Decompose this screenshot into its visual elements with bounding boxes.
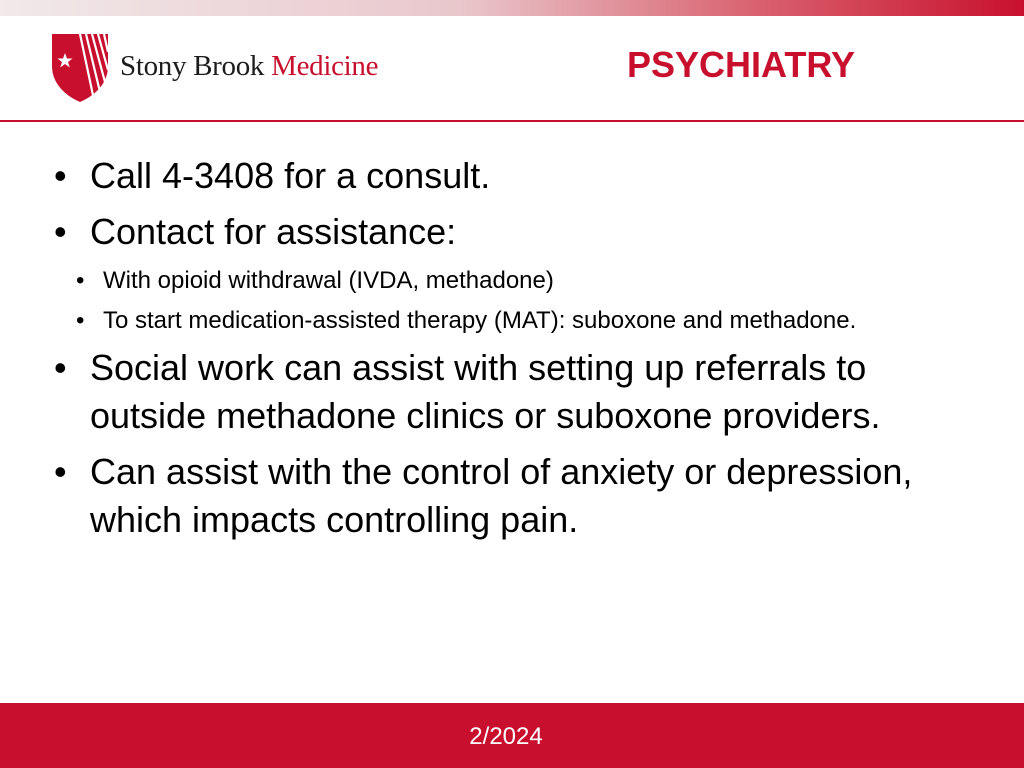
bullet-text: Call 4-3408 for a consult. bbox=[90, 155, 491, 196]
logo-brand-sub: Medicine bbox=[271, 50, 379, 82]
logo-brand-name: Stony Brook bbox=[120, 50, 265, 82]
sub-bullet-item bbox=[50, 304, 990, 337]
bullet-dot-icon: • bbox=[54, 155, 67, 196]
bullet-text: To start medication-assisted therapy (MAT): suboxone and methadone. bbox=[103, 307, 857, 334]
footer-date: 2/2024 bbox=[469, 723, 543, 750]
slide-footer bbox=[0, 703, 1024, 768]
stony-brook-medicine-logo bbox=[50, 32, 450, 106]
bullet-dot-icon: • bbox=[76, 267, 85, 294]
bullet-dot-icon: • bbox=[54, 347, 67, 388]
bullet-text: Contact for assistance: bbox=[90, 211, 457, 252]
bullet-item bbox=[50, 448, 990, 544]
header-divider bbox=[0, 120, 1024, 122]
bullet-dot-icon: • bbox=[54, 211, 67, 252]
sub-bullet-item bbox=[50, 264, 990, 297]
department-title: PSYCHIATRY bbox=[627, 44, 856, 85]
bullet-list bbox=[50, 152, 990, 552]
shield-logo-icon bbox=[50, 32, 112, 104]
bullet-dot-icon: • bbox=[54, 451, 67, 492]
bullet-item bbox=[50, 208, 990, 256]
bullet-text: With opioid withdrawal (IVDA, methadone) bbox=[103, 267, 554, 294]
bullet-text: Social work can assist with setting up referrals to outside methadone clinics or suboxone providers. bbox=[90, 347, 881, 436]
bullet-dot-icon: • bbox=[76, 307, 85, 334]
top-accent-bar bbox=[0, 0, 1024, 16]
logo-wordmark bbox=[120, 50, 378, 83]
bullet-item bbox=[50, 152, 990, 200]
bullet-text: Can assist with the control of anxiety or depression, which impacts controlling pain. bbox=[90, 451, 913, 540]
bullet-item bbox=[50, 344, 990, 440]
